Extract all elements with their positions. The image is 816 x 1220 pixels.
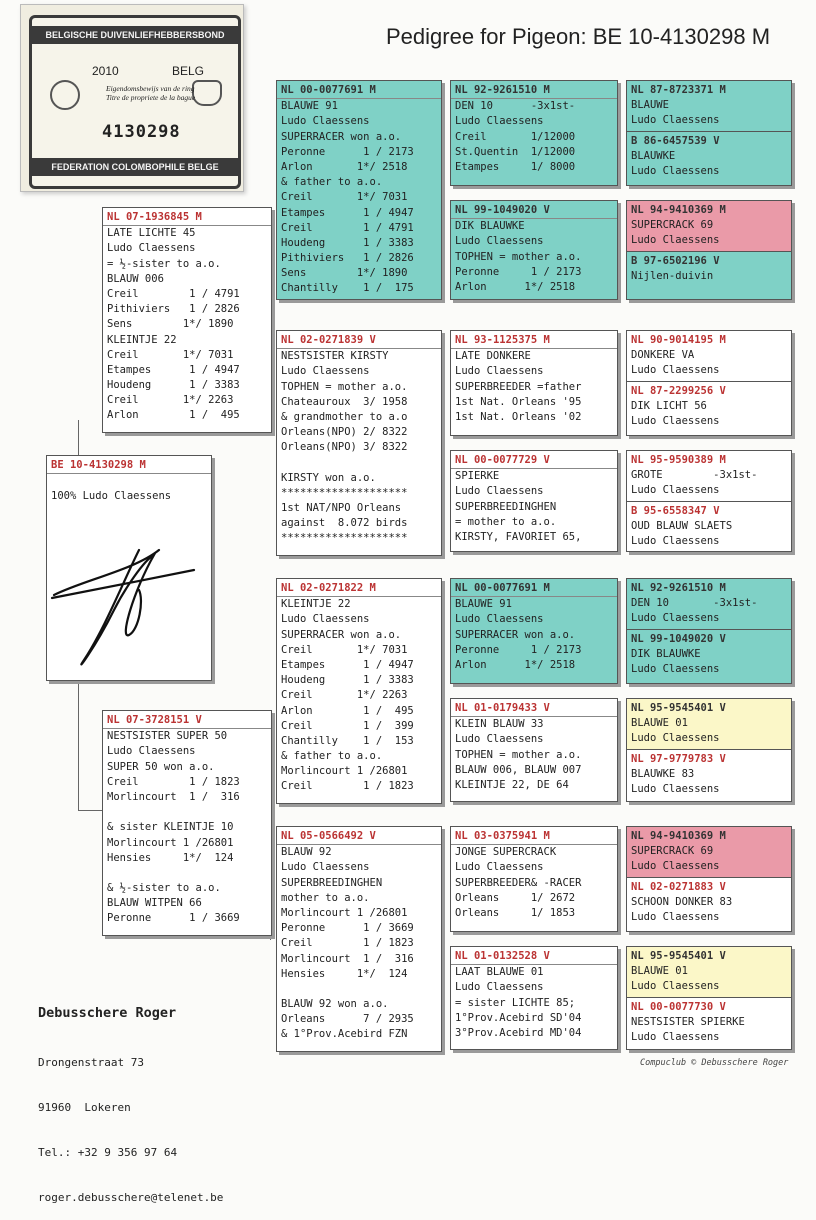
info-line: Arlon 1 / 495 xyxy=(107,409,240,422)
info-line: BLAUWE 01 xyxy=(631,717,688,730)
info-line: Morlincourt 1 / 316 xyxy=(281,952,414,965)
country-code: NL xyxy=(631,632,644,645)
country-code: NL xyxy=(631,454,644,466)
info-line: Orleans(NPO) 3/ 8322 xyxy=(281,441,408,454)
info-line: Peronne 1 / 2173 xyxy=(455,643,582,656)
info-line: BLAUW 92 won a.o. xyxy=(281,998,389,1011)
info-line: Creil 1 / 399 xyxy=(281,719,414,732)
info-line: Arlon 1*/ 2518 xyxy=(281,160,408,173)
seal-icon xyxy=(50,80,80,110)
info-line: KLEINTJE 22 xyxy=(281,598,351,611)
info-line: Ludo Claessens xyxy=(631,612,720,625)
info-line: Ludo Claessens xyxy=(631,164,720,177)
ring-number: 99-1049020 V xyxy=(649,632,726,645)
info-line: OUD BLAUW SLAETS xyxy=(631,519,733,532)
info-line: Ludo Claessens xyxy=(281,365,370,378)
info-line: Peronne 1 / 2173 xyxy=(281,145,414,158)
connector-line xyxy=(78,680,79,810)
info-line: Peronne 1 / 3669 xyxy=(107,912,240,925)
gen4-pair-card xyxy=(626,946,792,1050)
info-line: LATE LICHTE 45 xyxy=(107,227,196,240)
info-line: Ludo Claessens xyxy=(455,485,544,498)
crown-icon xyxy=(192,80,222,106)
ring-number: 86-6457539 V xyxy=(643,134,720,147)
country-code: NL xyxy=(631,880,644,893)
info-line: Morlincourt 1 / 316 xyxy=(107,790,240,803)
ring-number: 93-1125375 M xyxy=(473,334,550,346)
info-line: NESTSISTER SUPER 50 xyxy=(107,730,228,743)
info-line: BLAUW 006, BLAUW 007 xyxy=(455,763,582,776)
info-line: SUPERRACER won a.o. xyxy=(281,130,402,143)
country-code: NL xyxy=(455,830,468,842)
info-line: Creil 1*/ 2263 xyxy=(107,394,234,407)
country-code: NL xyxy=(631,1000,644,1013)
ring-number: 92-9261510 M xyxy=(649,582,726,594)
info-line: Ludo Claessens xyxy=(631,414,720,427)
info-line: Ludo Claessens xyxy=(631,732,720,745)
info-line: NESTSISTER KIRSTY xyxy=(281,350,389,363)
info-line: Houdeng 1 / 3383 xyxy=(281,674,414,687)
ring-number: 02-0271839 V xyxy=(299,334,376,346)
country-code: B xyxy=(631,504,638,517)
info-line: NESTSISTER SPIERKE xyxy=(631,1015,745,1028)
info-line: Pithiviers 1 / 2826 xyxy=(281,252,414,265)
info-line: Arlon 1 / 495 xyxy=(281,704,414,717)
grandparent-card xyxy=(276,826,442,1052)
country-code: NL xyxy=(631,84,644,96)
info-line: SUPERBREEDINGHEN xyxy=(281,876,383,889)
info-line: against 8.072 birds xyxy=(281,517,408,530)
info-line: Creil 1 / 4791 xyxy=(107,287,240,300)
info-line: Creil 1/12000 xyxy=(455,130,576,143)
ring-number: 94-9410369 M xyxy=(649,204,726,216)
ring-number: 00-0077729 V xyxy=(473,454,550,466)
info-line: Hensies 1*/ 124 xyxy=(281,967,408,980)
country-code: NL xyxy=(455,334,468,346)
info-line: 100% Ludo Claessens xyxy=(51,490,172,503)
info-line: Arlon 1*/ 2518 xyxy=(455,658,576,671)
great-grandparent-card xyxy=(450,946,618,1050)
owner-email: roger.debusschere@telenet.be xyxy=(38,1191,224,1204)
info-line: BLAUW 92 xyxy=(281,846,332,859)
ring-number: 01-0179433 V xyxy=(473,702,550,714)
great-grandparent-card xyxy=(450,200,618,300)
info-line: ******************** xyxy=(281,532,408,545)
ring-number: 97-9779783 V xyxy=(649,752,726,765)
info-line: SUPERRACER won a.o. xyxy=(455,628,576,641)
info-line: St.Quentin 1/12000 xyxy=(455,145,576,158)
ring-number: 02-0271883 V xyxy=(649,880,726,893)
gen4-pair-card xyxy=(626,80,792,186)
great-grandparent-card xyxy=(450,698,618,802)
info-line: & 1°Prov.Acebird FZN xyxy=(281,1028,408,1041)
info-line: SUPERBREEDER& -RACER xyxy=(455,876,582,889)
info-line: TOPHEN = mother a.o. xyxy=(455,748,582,761)
owner-block xyxy=(38,976,223,1220)
country-code: NL xyxy=(631,334,644,346)
country-code: NL xyxy=(281,830,294,842)
info-line: SUPERCRACK 69 xyxy=(631,845,714,858)
info-line: Morlincourt 1 /26801 xyxy=(281,765,408,778)
info-line: Nijlen-duivin xyxy=(631,269,714,282)
ring-number: 94-9410369 M xyxy=(649,830,726,842)
ring-number: 01-0132528 V xyxy=(473,950,550,962)
gen4-pair-card xyxy=(626,200,792,300)
gen4-pair-card xyxy=(626,330,792,436)
info-line: KIRSTY, FAVORIET 65, xyxy=(455,530,582,543)
ring-certificate xyxy=(20,4,244,192)
gen4-pair-card xyxy=(626,698,792,802)
info-line: Ludo Claessens xyxy=(281,115,370,128)
country-code: NL xyxy=(631,702,644,714)
info-line: Orleans 1/ 2672 xyxy=(455,891,576,904)
connector-line xyxy=(78,420,79,456)
info-line: Sens 1*/ 1890 xyxy=(281,267,408,280)
info-line xyxy=(107,866,267,881)
info-line: Creil 1*/ 2263 xyxy=(281,689,408,702)
info-line: KLEIN BLAUW 33 xyxy=(455,718,544,731)
info-line: Orleans(NPO) 2/ 8322 xyxy=(281,426,408,439)
info-line: Ludo Claessens xyxy=(631,662,720,675)
info-line: Ludo Claessens xyxy=(631,534,720,547)
country-code: NL xyxy=(631,204,644,216)
info-line xyxy=(51,474,207,489)
info-line: Ludo Claessens xyxy=(455,733,544,746)
certificate-country: BELG xyxy=(172,64,205,78)
ring-number: 95-9545401 V xyxy=(649,702,726,714)
certificate-text-1: Eigendomsbewijs van de ring xyxy=(106,84,195,93)
info-line: Ludo Claessens xyxy=(631,1030,720,1043)
info-line: Ludo Claessens xyxy=(455,613,544,626)
info-line: = mother to a.o. xyxy=(455,515,557,528)
info-line: Arlon 1*/ 2518 xyxy=(455,280,576,293)
info-line: BLAUWE 91 xyxy=(455,598,512,611)
info-line: Peronne 1 / 3669 xyxy=(281,922,414,935)
info-line: SCHOON DONKER 83 xyxy=(631,895,733,908)
info-line: SPIERKE xyxy=(455,470,500,483)
country-code: NL xyxy=(631,950,644,962)
info-line: SUPERBREEDER =father xyxy=(455,380,582,393)
info-line: Morlincourt 1 /26801 xyxy=(281,906,408,919)
info-line: 1st Nat. Orleans '02 xyxy=(455,410,582,423)
country-code: NL xyxy=(455,84,468,96)
info-line: BLAUW WITPEN 66 xyxy=(107,897,202,910)
owner-phone: Tel.: +32 9 356 97 64 xyxy=(38,1146,178,1159)
info-line xyxy=(107,805,267,820)
owner-name: Debusschere Roger xyxy=(38,1005,177,1021)
info-line: LAAT BLAUWE 01 xyxy=(455,966,544,979)
info-line: & ½-sister to a.o. xyxy=(107,882,221,895)
info-line: SUPERRACER won a.o. xyxy=(281,628,402,641)
info-line: = ½-sister to a.o. xyxy=(107,257,221,270)
info-line: Ludo Claessens xyxy=(631,114,720,127)
info-line: TOPHEN = mother a.o. xyxy=(455,250,582,263)
ring-number: 95-9545401 V xyxy=(649,950,726,962)
ring-number: 92-9261510 M xyxy=(473,84,550,96)
page-title: Pedigree for Pigeon: BE 10-4130298 M xyxy=(386,24,771,49)
country-code: NL xyxy=(455,204,468,216)
ring-number: 02-0271822 M xyxy=(299,582,376,594)
info-line: BLAUW 006 xyxy=(107,272,164,285)
info-line: SUPER 50 won a.o. xyxy=(107,760,215,773)
info-line: Sens 1*/ 1890 xyxy=(107,318,234,331)
info-line: SUPERCRACK 69 xyxy=(631,219,714,232)
info-line: KIRSTY won a.o. xyxy=(281,471,376,484)
info-line: Ludo Claessens xyxy=(631,860,720,873)
info-line: Etampes 1 / 4947 xyxy=(281,658,414,671)
info-line: Creil 1*/ 7031 xyxy=(281,643,408,656)
connector-line xyxy=(78,810,102,811)
info-line: mother to a.o. xyxy=(281,891,370,904)
info-line: DIK LICHT 56 xyxy=(631,399,707,412)
country-code: BE xyxy=(51,459,64,471)
country-code: NL xyxy=(281,582,294,594)
info-line: Etampes 1 / 4947 xyxy=(281,206,414,219)
info-line: Ludo Claessens xyxy=(631,782,720,795)
info-line: Ludo Claessens xyxy=(455,235,544,248)
info-line: Orleans 1/ 1853 xyxy=(455,906,576,919)
great-grandparent-card xyxy=(450,330,618,436)
info-line: Pithiviers 1 / 2826 xyxy=(107,303,240,316)
info-line xyxy=(631,284,787,299)
ring-number: 05-0566492 V xyxy=(299,830,376,842)
gen4-pair-card xyxy=(626,826,792,932)
ring-number: 00-0077730 V xyxy=(649,1000,726,1013)
info-line: Ludo Claessens xyxy=(455,365,544,378)
country-code: NL xyxy=(281,334,294,346)
info-line: & father to a.o. xyxy=(281,176,383,189)
country-code: B xyxy=(631,254,638,267)
country-code: NL xyxy=(631,582,644,594)
certificate-bottom-band: FEDERATION COLOMBOPHILE BELGE xyxy=(32,158,238,176)
info-line: Chantilly 1 / 153 xyxy=(281,734,414,747)
info-line: Ludo Claessens xyxy=(631,980,720,993)
info-line: DEN 10 -3x1st- xyxy=(455,100,576,113)
info-line: 1st NAT/NPO Orleans xyxy=(281,502,402,515)
info-line: Hensies 1*/ 124 xyxy=(107,851,234,864)
grandparent-card xyxy=(276,330,442,556)
owner-city: 91960 Lokeren xyxy=(38,1101,131,1114)
certificate-year: 2010 xyxy=(92,64,119,78)
certificate-ring-number: 4130298 xyxy=(102,122,181,142)
info-line: TOPHEN = mother a.o. xyxy=(281,380,408,393)
credit-line: Compuclub © Debusschere Roger xyxy=(640,1058,789,1068)
grandparent-card xyxy=(276,578,442,804)
info-line: SUPERBREEDINGHEN xyxy=(455,500,557,513)
certificate-top-band: BELGISCHE DUIVENLIEFHEBBERSBOND xyxy=(32,26,238,44)
info-line: Ludo Claessens xyxy=(281,613,370,626)
info-line: Peronne 1 / 2173 xyxy=(455,265,582,278)
info-line: 3°Prov.Acebird MD'04 xyxy=(455,1026,582,1039)
info-line: Ludo Claessens xyxy=(107,745,196,758)
country-code: NL xyxy=(455,702,468,714)
info-line: KLEINTJE 22 xyxy=(107,333,177,346)
info-line: DEN 10 -3x1st- xyxy=(631,597,758,610)
info-line: Creil 1 / 4791 xyxy=(281,221,414,234)
info-line: Etampes 1 / 4947 xyxy=(107,363,240,376)
country-code: NL xyxy=(631,752,644,765)
info-line: Ludo Claessens xyxy=(107,242,196,255)
ring-number: 97-6502196 V xyxy=(643,254,720,267)
info-line: Ludo Claessens xyxy=(631,234,720,247)
country-code: B xyxy=(631,134,638,147)
info-line: Creil 1 / 1823 xyxy=(107,775,240,788)
sire-card xyxy=(102,207,272,433)
info-line: BLAUWE 01 xyxy=(631,965,688,978)
info-line: & grandmother to a.o xyxy=(281,410,408,423)
info-line: Creil 1 / 1823 xyxy=(281,937,414,950)
info-line: Creil 1*/ 7031 xyxy=(281,191,408,204)
great-grandparent-card xyxy=(450,80,618,186)
info-line: LATE DONKERE xyxy=(455,350,531,363)
info-line xyxy=(281,456,437,471)
info-line: JONGE SUPERCRACK xyxy=(455,846,557,859)
info-line: Chantilly 1 / 175 xyxy=(281,282,414,295)
info-line: Chateauroux 3/ 1958 xyxy=(281,395,408,408)
country-code: NL xyxy=(455,582,468,594)
ring-number: 87-8723371 M xyxy=(649,84,726,96)
info-line: Ludo Claessens xyxy=(631,484,720,497)
great-grandparent-card xyxy=(450,578,618,684)
ring-number: 87-2299256 V xyxy=(649,384,726,397)
info-line: BLAUWKE xyxy=(631,149,676,162)
info-line: Houdeng 1 / 3383 xyxy=(281,236,414,249)
info-line: Ludo Claessens xyxy=(281,861,370,874)
ring-number: 00-0077691 M xyxy=(299,84,376,96)
great-grandparent-card xyxy=(450,826,618,932)
info-line: DIK BLAUWKE xyxy=(631,647,701,660)
info-line: Morlincourt 1 /26801 xyxy=(107,836,234,849)
dam-card xyxy=(102,710,272,936)
info-line: Creil 1 / 1823 xyxy=(281,780,414,793)
gen4-pair-card xyxy=(626,578,792,684)
ring-number: 07-3728151 V xyxy=(125,714,202,726)
gen4-pair-card xyxy=(626,450,792,552)
country-code: NL xyxy=(631,384,644,397)
info-line: KLEINTJE 22, DE 64 xyxy=(455,778,569,791)
ring-number: 95-9590389 M xyxy=(649,454,726,466)
info-line: Orleans 7 / 2935 xyxy=(281,1013,414,1026)
info-line: Ludo Claessens xyxy=(455,981,544,994)
grandparent-card xyxy=(276,80,442,300)
info-line: DIK BLAUWKE xyxy=(455,220,525,233)
ring-number: 99-1049020 V xyxy=(473,204,550,216)
info-line: BLAUWE xyxy=(631,99,669,112)
ring-number: 00-0077691 M xyxy=(473,582,550,594)
certificate-text-2: Titre de propriete de la bague xyxy=(106,93,196,102)
info-line: Ludo Claessens xyxy=(455,115,544,128)
country-code: NL xyxy=(455,950,468,962)
info-line: Etampes 1/ 8000 xyxy=(455,160,576,173)
signature xyxy=(44,540,204,675)
info-line: BLAUWKE 83 xyxy=(631,767,695,780)
info-line: 1°Prov.Acebird SD'04 xyxy=(455,1011,582,1024)
info-line: Houdeng 1 / 3383 xyxy=(107,379,240,392)
info-line xyxy=(281,982,437,997)
info-line: = sister LICHTE 85; xyxy=(455,996,576,1009)
ring-number: 10-4130298 M xyxy=(69,459,146,471)
info-line: & father to a.o. xyxy=(281,750,383,763)
info-line: Ludo Claessens xyxy=(631,364,720,377)
info-line: Ludo Claessens xyxy=(631,910,720,923)
info-line: GROTE -3x1st- xyxy=(631,469,758,482)
owner-street: Drongenstraat 73 xyxy=(38,1056,144,1069)
country-code: NL xyxy=(107,211,120,223)
info-line: Ludo Claessens xyxy=(455,861,544,874)
great-grandparent-card xyxy=(450,450,618,552)
country-code: NL xyxy=(281,84,294,96)
country-code: NL xyxy=(631,830,644,842)
ring-number: 95-6558347 V xyxy=(643,504,720,517)
info-line: BLAUWE 91 xyxy=(281,100,338,113)
info-line: 1st Nat. Orleans '95 xyxy=(455,395,582,408)
ring-number: 03-0375941 M xyxy=(473,830,550,842)
info-line: Creil 1*/ 7031 xyxy=(107,348,234,361)
ring-number: 90-9014195 M xyxy=(649,334,726,346)
info-line: & sister KLEINTJE 10 xyxy=(107,821,234,834)
info-line: DONKERE VA xyxy=(631,349,695,362)
country-code: NL xyxy=(107,714,120,726)
country-code: NL xyxy=(455,454,468,466)
ring-number: 07-1936845 M xyxy=(125,211,202,223)
info-line: ******************** xyxy=(281,486,408,499)
certificate-frame xyxy=(29,15,241,189)
